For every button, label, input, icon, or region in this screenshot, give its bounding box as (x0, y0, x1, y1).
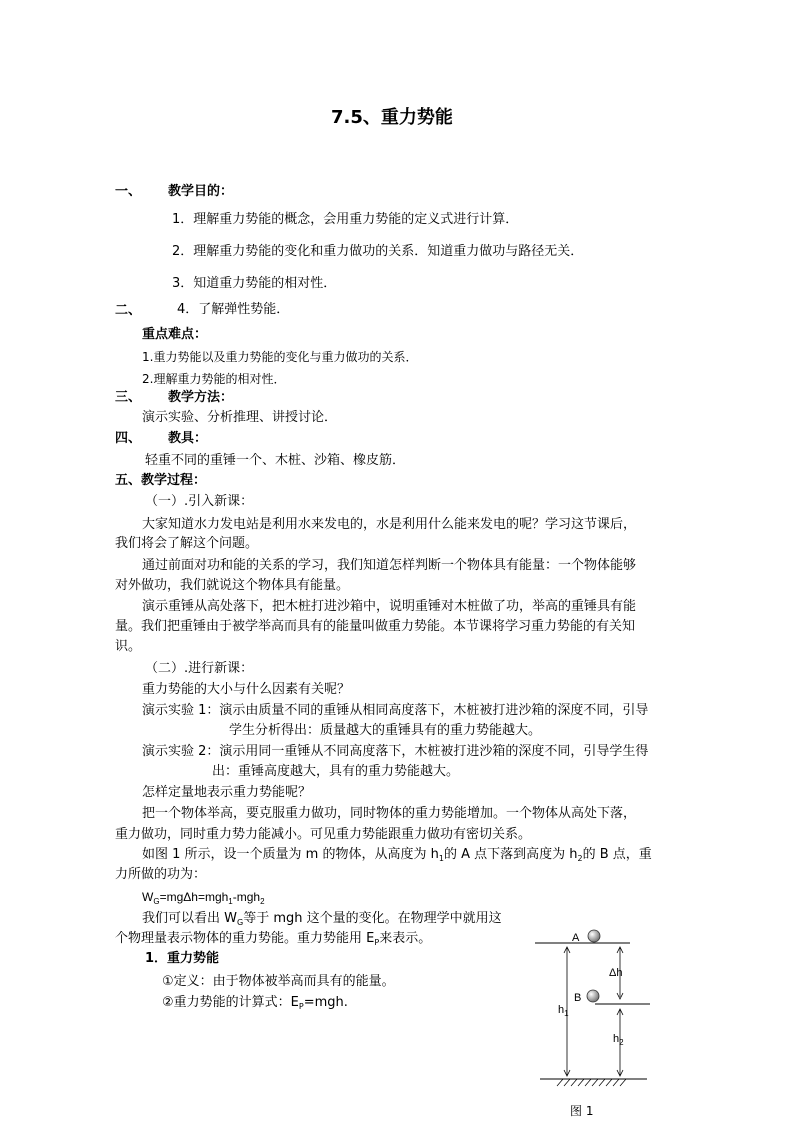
methods: 演示实验、分析推理、讲授讨论． (142, 410, 338, 425)
question-2: 怎样定量地表示重力势能呢？ (142, 785, 312, 800)
goal-2-part-b: ．知道重力做功与路径无关． (414, 244, 584, 259)
figure-1-diagram (535, 925, 655, 1120)
para-6-text-a: 如图 1 所示，设一个质量为 m 的物体，从高度为 h (142, 847, 439, 862)
subscript-1: 1 (438, 854, 444, 863)
para-5-line-1: 把一个物体举高，要克服重力做功，同时物体的重力势能增加。一个物体从高处下落， (142, 806, 637, 821)
ball-b (587, 990, 599, 1002)
section-4-number: 四、 (115, 431, 142, 446)
experiment-2-line-1: 演示实验 2：演示用同一重锤从不同高度落下，木桩被打进沙箱的深度不同，引导学生得 (142, 744, 649, 759)
para-3-line-3: 识。 (115, 639, 142, 654)
section-1-number: 一、 (115, 184, 142, 199)
para-7-sub-g: G (237, 918, 244, 927)
key-points-title: 重点难点： (142, 327, 208, 342)
formula-mgh1: h=mgh (191, 890, 229, 904)
label-h1: $h_1$ (558, 1004, 569, 1018)
section-2-number: 二、 (115, 303, 142, 318)
para-3-line-1: 演示重锤从高处落下，把木桩打进沙箱中，说明重锤对木桩做了功，举高的重锤具有能 (142, 599, 637, 614)
formula-sub-1: 1 (228, 897, 233, 906)
para-6-line-2: 力所做的功为： (115, 867, 207, 882)
part-1-title: （一）.引入新课： (145, 494, 254, 509)
goal-4: 4．了解弹性势能． (177, 302, 290, 317)
formula-delta: Δ (183, 890, 192, 904)
key-point-2: 2.理解重力势能的相对性． (142, 372, 286, 386)
para-7-text-b: 等于 mgh 这个量的变化。在物理学中就用这 (243, 911, 502, 926)
page-title: 7.5、重力势能 (331, 107, 453, 128)
para-2-line-2: 对外做功，我们就说这个物体具有能量。 (115, 578, 350, 593)
tools: 轻重不同的重锤一个、木桩、沙箱、橡皮筋． (145, 453, 406, 468)
subscript-2: 2 (577, 854, 583, 863)
formula-mg: =mg (159, 890, 184, 904)
label-delta-h: Δh (609, 967, 623, 979)
label-h2: $h_2$ (613, 1033, 624, 1047)
para-5-line-2: 重力做功，同时重力势力能减小。可见重力势能跟重力做功有密切关系。 (115, 827, 532, 842)
goal-3: 3．知道重力势能的相对性． (172, 276, 337, 291)
goal-2-part-a: 2．理解重力势能的变化和重力做功的关系 (172, 244, 415, 259)
para-7-text-a: 我们可以看出 W (142, 911, 237, 926)
section-4-title: 教具： (168, 431, 208, 446)
item-1-formula-sub-p: P (298, 1002, 304, 1011)
goal-1: 1．理解重力势能的概念，会用重力势能的定义式进行计算． (172, 212, 519, 227)
para-1-line-2: 我们将会了解这个问题。 (115, 536, 259, 551)
item-1-formula-text-a: ②重力势能的计算式：E (162, 995, 299, 1010)
para-7-line-2 (115, 930, 431, 949)
goal-2 (172, 243, 583, 261)
section-1-title: 教学目的： (168, 184, 234, 199)
label-a: A (572, 932, 580, 944)
item-1-formula-text-b: =mgh. (303, 995, 348, 1010)
formula-mgh2: -mgh (232, 890, 261, 904)
experiment-2-line-2: 出：重锤高度越大，具有的重力势能越大。 (212, 764, 460, 779)
para-1-line-1: 大家知道水力发电站是利用水来发电的，水是利用什么能来发电的呢？学习这节课后， (142, 517, 637, 532)
para-2-line-1: 通过前面对功和能的关系的学习，我们知道怎样判断一个物体具有能量：一个物体能够 (142, 558, 637, 573)
para-6-text-b: 的 A 点下落到高度为 h (443, 847, 578, 862)
para-6-line-1 (142, 846, 652, 865)
question-1: 重力势能的大小与什么因素有关呢？ (142, 682, 351, 697)
key-point-1: 1.重力势能以及重力势能的变化与重力做功的关系． (142, 350, 418, 364)
para-7-line-1 (142, 910, 502, 929)
ground-hatching (557, 1079, 626, 1086)
item-1-title: 1．重力势能 (145, 951, 220, 966)
formula-sub-2: 2 (260, 897, 265, 906)
experiment-1-line-1: 演示实验 1：演示由质量不同的重锤从相同高度落下，木桩被打进沙箱的深度不同，引导 (142, 703, 649, 718)
formula-w: W (142, 890, 154, 904)
item-1-definition: ①定义：由于物体被举高而具有的能量。 (162, 974, 395, 989)
para-7-text-c: 个物理量表示物体的重力势能。重力势能用 E (115, 931, 375, 946)
item-1-formula (162, 994, 348, 1013)
section-3-title: 教学方法： (168, 390, 234, 405)
formula-sub-g: G (153, 897, 160, 906)
experiment-1-line-2: 学生分析得出：质量越大的重锤具有的重力势能越大。 (229, 723, 542, 738)
para-7-text-d: 来表示。 (379, 931, 432, 946)
para-3-line-2: 量。我们把重锤由于被学举高而具有的能量叫做重力势能。本节课将学习重力势能的有关知 (115, 619, 636, 634)
part-2-title: （二）.进行新课： (145, 661, 254, 676)
label-b: B (574, 992, 582, 1004)
work-formula (142, 888, 265, 908)
para-6-text-c: 的 B 点，重 (582, 847, 652, 862)
section-3-number: 三、 (115, 390, 142, 405)
figure-caption: 图 1 (570, 1104, 594, 1118)
section-5-title: 五、教学过程： (115, 473, 207, 488)
para-7-sub-p: P (374, 938, 380, 947)
ball-a (588, 930, 600, 942)
